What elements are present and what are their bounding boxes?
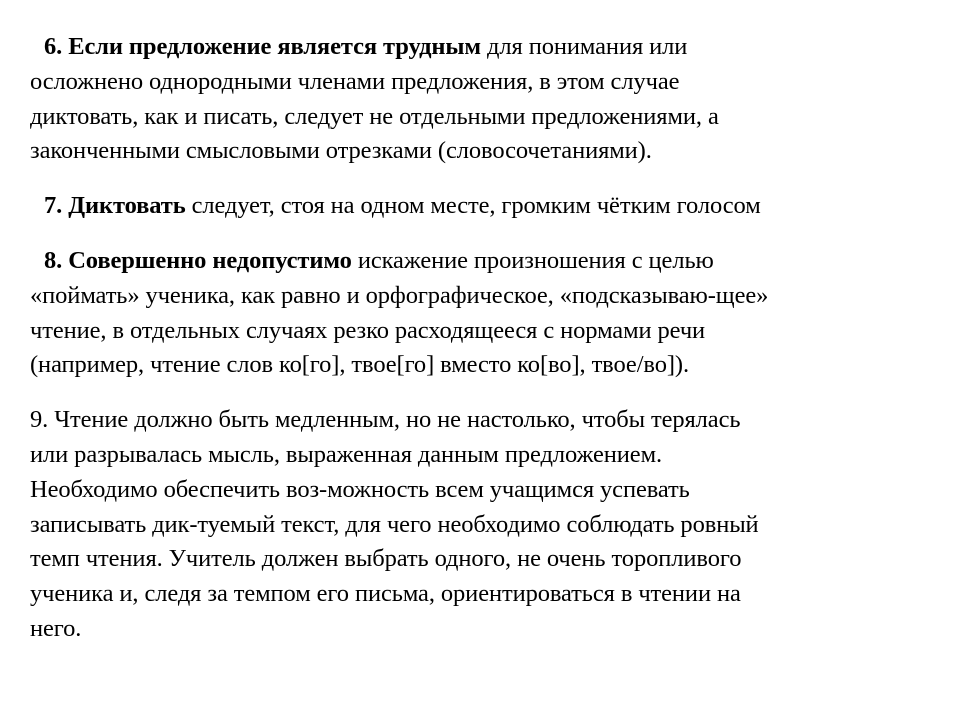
text-line: диктовать, как и писать, следует не отдельными предложениями, а [30, 102, 719, 130]
paragraph-8-heading: 8. Совершенно недопустимо [44, 246, 352, 274]
paragraph-6 [30, 30, 940, 169]
text-line: записывать дик-туемый текст, для чего необходимо соблюдать ровный [30, 510, 759, 538]
text-line: темп чтения. Учитель должен выбрать одного, не очень торопливого [30, 545, 742, 573]
text-line: него. [30, 614, 82, 642]
text-line: 9. Чтение должно быть медленным, но не настолько, чтобы терялась [30, 406, 741, 434]
text-line: искажение произношения с целью [351, 246, 714, 274]
text-line: или разрывалась мысль, выраженная данным предложением. [30, 440, 663, 468]
text-line: ученика и, следя за темпом его письма, ориентироваться в чтении на [30, 580, 741, 608]
document-body [30, 30, 940, 647]
paragraph-8 [30, 244, 940, 383]
text-line: для понимания или [481, 33, 688, 60]
text-line: «поймать» ученика, как равно и орфографическое, «подсказываю-щее» [30, 281, 769, 309]
text-line: Необходимо обеспечить воз-можность всем учащимся успевать [30, 475, 690, 503]
text-line: осложнено однородными членами предложения, в этом случае [30, 67, 680, 95]
text-line: законченными смысловыми отрезками (словосочетаниями). [30, 137, 652, 165]
paragraph-7 [30, 189, 940, 224]
text-line: следует, стоя на одном месте, громким чётким голосом [185, 192, 761, 220]
paragraph-9 [30, 403, 940, 647]
text-line: (например, чтение слов ко[го], твое[го] вместо ко[во], твое/во]). [30, 351, 689, 379]
paragraph-6-heading: 6. Если предложение является трудным [44, 33, 482, 60]
paragraph-7-heading: 7. Диктовать [44, 192, 186, 220]
text-line: чтение, в отдельных случаях резко расходящееся с нормами речи [30, 316, 706, 344]
